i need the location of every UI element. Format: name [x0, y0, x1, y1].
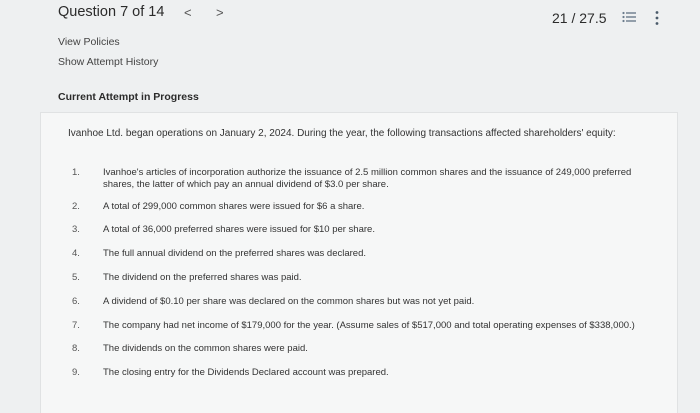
item-text: The full annual dividend on the preferred shares was declared. — [103, 248, 366, 259]
next-question-button[interactable]: > — [216, 5, 224, 20]
current-attempt-heading: Current Attempt in Progress — [58, 91, 199, 103]
list-icon[interactable] — [622, 11, 636, 23]
item-text: The company had net income of $179,000 for the year. (Assume sales of $517,000 and total operating expenses of $338,000.) — [103, 320, 635, 331]
item-number: 6. — [72, 296, 80, 307]
view-policies-link[interactable]: View Policies — [58, 36, 120, 48]
item-number: 2. — [72, 201, 80, 212]
item-number: 5. — [72, 272, 80, 283]
item-text: Ivanhoe's articles of incorporation authorize the issuance of 2.5 million common shares and the issuance of 249,000 preferred shares, the latter of which pay an annual dividend of $3.0 per share. — [103, 167, 632, 190]
item-text: A dividend of $0.10 per share was declared on the common shares but was not yet paid. — [103, 296, 475, 307]
item-number: 7. — [72, 320, 80, 331]
previous-question-button[interactable]: < — [184, 5, 192, 20]
item-number: 3. — [72, 224, 80, 235]
show-attempt-history-link[interactable]: Show Attempt History — [58, 56, 159, 68]
item-text: A total of 36,000 preferred shares were issued for $10 per share. — [103, 224, 375, 235]
item-text: The dividends on the common shares were paid. — [103, 343, 308, 354]
top-bar — [0, 0, 700, 32]
item-text: The closing entry for the Dividends Declared account was prepared. — [103, 367, 389, 378]
item-number: 8. — [72, 343, 80, 354]
item-text: The dividend on the preferred shares was paid. — [103, 272, 302, 283]
item-number: 9. — [72, 367, 80, 378]
question-counter: Question 7 of 14 — [58, 4, 165, 20]
item-number: 1. — [72, 167, 80, 178]
score-display: 21 / 27.5 — [552, 10, 607, 26]
more-vertical-icon[interactable] — [654, 10, 660, 26]
problem-intro: Ivanhoe Ltd. began operations on January 2, 2024. During the year, the following transactions affected shareholders' equity: — [68, 128, 616, 139]
item-text: A total of 299,000 common shares were issued for $6 a share. — [103, 201, 365, 212]
item-number: 4. — [72, 248, 80, 259]
